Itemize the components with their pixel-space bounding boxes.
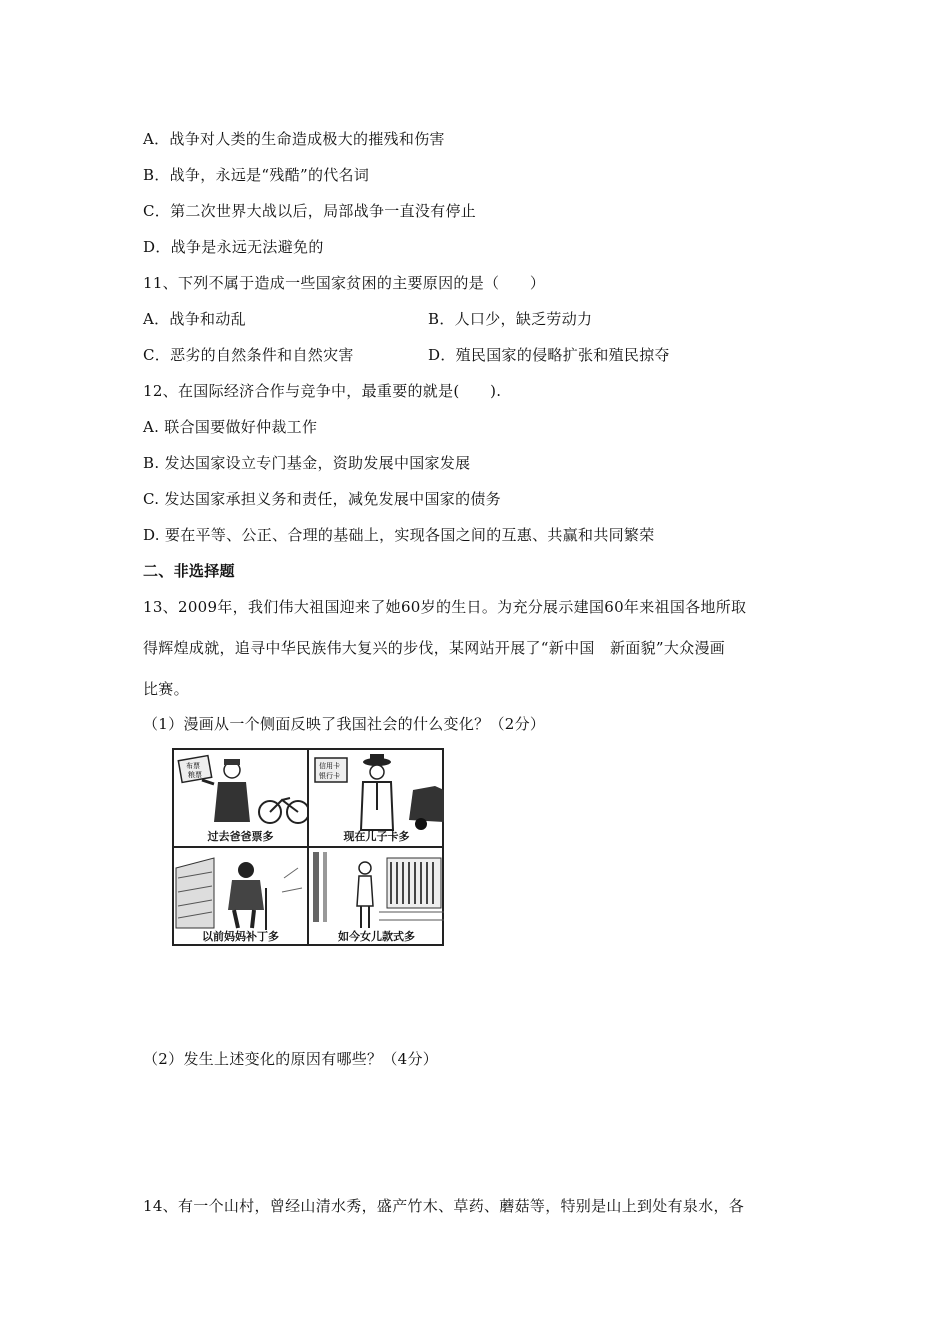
q12-option-d: D. 要在平等、公正、合理的基础上，实现各国之间的互惠、共赢和共同繁荣: [143, 526, 655, 544]
sign-left-2: 粮票: [188, 771, 202, 779]
q13-part2: （2）发生上述变化的原因有哪些？（4分）: [143, 1050, 439, 1068]
q13-part1: （1）漫画从一个侧面反映了我国社会的什么变化？（2分）: [143, 715, 546, 733]
q12-option-a: A. 联合国要做好仲裁工作: [143, 418, 318, 436]
comic-panel-4: [309, 848, 444, 946]
q13-stem-line3: 比赛。: [143, 680, 189, 698]
q11-option-b: B．人口少，缺乏劳动力: [428, 310, 593, 328]
section-heading: 二、非选择题: [143, 562, 235, 580]
sign-right-2: 银行卡: [319, 772, 340, 780]
q13-stem-line2: 得辉煌成就，追寻中华民族伟大复兴的步伐，某网站开展了“新中国 新面貌”大众漫画: [143, 639, 726, 657]
sign-right-1: 信用卡: [319, 762, 340, 770]
sign-left-1: 布票: [186, 762, 200, 770]
q10-option-d: D．战争是永远无法避免的: [143, 238, 324, 256]
caption-1: 过去爸爸票多: [207, 830, 274, 843]
caption-3: 以前妈妈补丁多: [202, 930, 279, 943]
caption-4: 如今女儿款式多: [338, 930, 415, 943]
comic-panel-2: [309, 750, 444, 848]
q11-option-a: A．战争和动乱: [143, 310, 246, 328]
q11-stem: 11、下列不属于造成一些国家贫困的主要原因的是（ ）: [143, 274, 546, 292]
q14-stem: 14、有一个山村，曾经山清水秀，盛产竹木、草药、蘑菇等，特别是山上到处有泉水，各: [143, 1197, 745, 1215]
q11-option-c: C．恶劣的自然条件和自然灾害: [143, 346, 354, 364]
comic-image: [172, 748, 444, 946]
q10-option-c: C．第二次世界大战以后，局部战争一直没有停止: [143, 202, 477, 220]
q12-option-b: B. 发达国家设立专门基金，资助发展中国家发展: [143, 454, 471, 472]
comic-panel-1: [174, 750, 309, 848]
caption-2: 现在儿子卡多: [343, 830, 410, 843]
q10-option-a: A．战争对人类的生命造成极大的摧残和伤害: [143, 130, 445, 148]
q10-option-b: B．战争，永远是“残酷”的代名词: [143, 166, 370, 184]
q12-option-c: C. 发达国家承担义务和责任，减免发展中国家的债务: [143, 490, 501, 508]
comic-panel-3: [174, 848, 309, 946]
q13-stem-line1: 13、2009年，我们伟大祖国迎来了她60岁的生日。为充分展示建国60年来祖国各地所取: [143, 598, 747, 616]
q11-option-d: D．殖民国家的侵略扩张和殖民掠夺: [428, 346, 670, 364]
q12-stem: 12、在国际经济合作与竞争中，最重要的就是( ).: [143, 382, 502, 400]
